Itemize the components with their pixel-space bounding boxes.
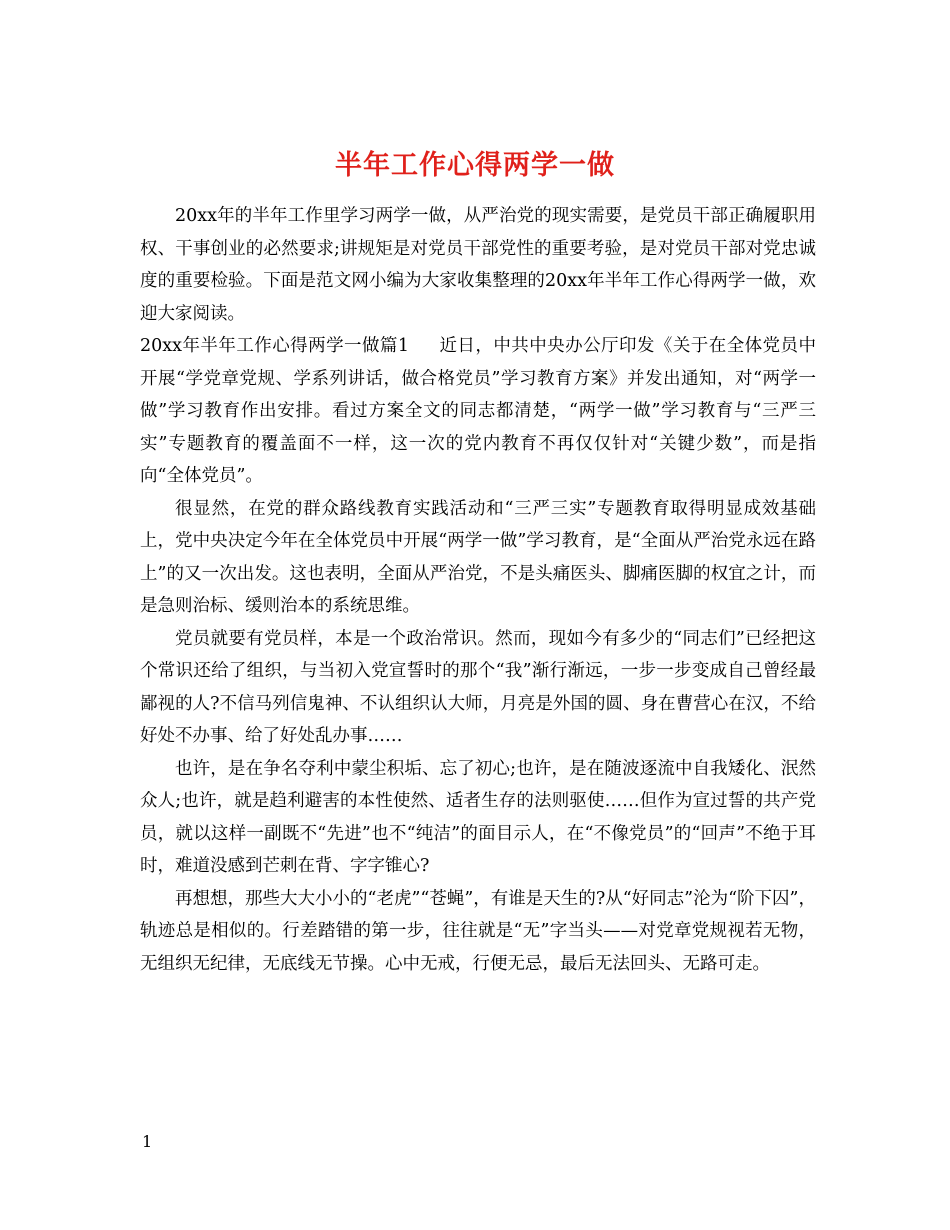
- page-number: 1: [142, 1132, 153, 1151]
- section-heading: 20xx年半年工作心得两学一做篇1: [140, 336, 410, 356]
- section-first-text: 近日，中共中央办公厅印发《关于在全体党员中开展“学党章党规、学系列讲话，做合格党员”学习教育方案》并发出通知，对“两学一做”学习教育作出安排。看过方案全文的同志都清楚，“两学一做”学习教育与“三严三实”专题教育的覆盖面不一样，这一次的党内教育不再仅仅针对“关键少数”，而是指向“全体党员”。: [140, 336, 817, 486]
- body-paragraph: 很显然，在党的群众路线教育实践活动和“三严三实”专题教育取得明显成效基础上，党中央决定今年在全体党员中开展“两学一做”学习教育，是“全面从严治党永远在路上”的又一次出发。这也表明，全面从严治党，不是头痛医头、脚痛医脚的权宜之计，而是急则治标、缓则治本的系统思维。: [140, 498, 816, 616]
- section-paragraph: [140, 330, 816, 493]
- body-paragraph: 再想想，那些大大小小的“老虎”“苍蝇”，有谁是天生的?从“好同志”沦为“阶下囚”，轨迹总是相似的。行差踏错的第一步，往往就是“无”字当头——对党章党规视若无物，无组织无纪律，无底线无节操。心中无戒，行便无忌，最后无法回头、无路可走。: [140, 888, 816, 974]
- document-body: [140, 200, 816, 980]
- document-title: 半年工作心得两学一做: [335, 150, 615, 182]
- intro-paragraph: 20xx年的半年工作里学习两学一做，从严治党的现实需要，是党员干部正确履职用权、干事创业的必然要求;讲规矩是对党员干部党性的重要考验，是对党员干部对党忠诚度的重要检验。下面是范文网小编为大家收集整理的20xx年半年工作心得两学一做，欢迎大家阅读。: [140, 206, 816, 324]
- body-paragraph: 也许，是在争名夺利中蒙尘积垢、忘了初心;也许，是在随波逐流中自我矮化、泯然众人;也许，就是趋利避害的本性使然、适者生存的法则驱使……但作为宣过誓的共产党员，就以这样一副既不“先进”也不“纯洁”的面目示人，在“不像党员”的“回声”不绝于耳时，难道没感到芒刺在背、字字锥心?: [140, 758, 816, 876]
- body-paragraph: 党员就要有党员样，本是一个政治常识。然而，现如今有多少的“同志们”已经把这个常识还给了组织，与当初入党宣誓时的那个“我”渐行渐远，一步一步变成自己曾经最鄙视的人?不信马列信鬼神、不认组织认大师，月亮是外国的圆、身在曹营心在汉，不给好处不办事、给了好处乱办事……: [140, 628, 816, 746]
